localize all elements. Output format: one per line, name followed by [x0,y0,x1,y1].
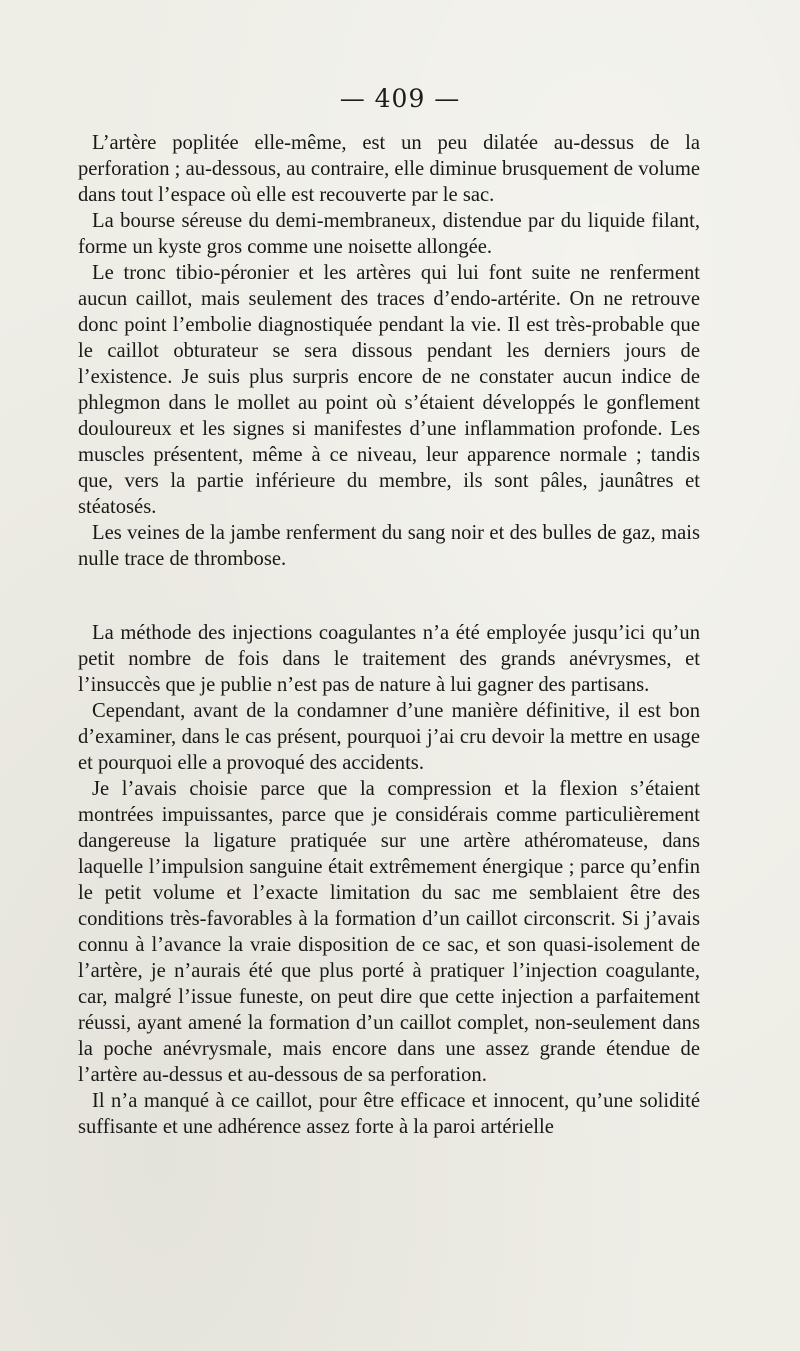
paragraph: Il n’a manqué à ce caillot, pour être efficace et innocent, qu’une solidité suffisante et une adhérence assez forte à la paroi artérielle [78,1090,700,1138]
paragraph: Je l’avais choisie parce que la compression et la flexion s’étaient montrées impuissantes, parce que je considérais comme particulièrement dangereuse la ligature pratiquée sur une artère athéromateuse, dans laquelle l’impulsion sanguine était extrêmement énergique ; parce qu’enfin le petit volume et l’exacte limitation du sac me semblaient être des conditions très-favorables à la formation d’un caillot circonscrit. Si j’avais connu à l’avance la vraie disposition de ce sac, et son quasi-isolement de l’artère, je n’aurais été que plus porté à pratiquer l’injection coagulante, car, malgré l’issue funeste, on peut dire que cette injection a parfaitement réussi, ayant amené la formation d’un caillot complet, non-seulement dans la poche anévrysmale, mais encore dans une assez grande étendue de l’artère au-dessus et au-dessous de sa perforation. [78,778,700,1086]
paragraph: La bourse séreuse du demi-membraneux, distendue par du liquide filant, forme un kyste gros comme une noisette allongée. [78,210,700,258]
page-number: — 409 — [339,84,461,113]
paragraph: Le tronc tibio-péronier et les artères qui lui font suite ne renferment aucun caillot, mais seulement des traces d’endo-artérite. On ne retrouve donc point l’embolie diagnostiquée pendant la vie. Il est très-probable que le caillot obturateur se sera dissous pendant les derniers jours de l’existence. Je suis plus surpris encore de ne constater aucun indice de phlegmon dans le mollet au point où s’étaient développés le gonflement douloureux et les signes si manifestes d’une inflammation profonde. Les muscles présentent, même à ce niveau, leur apparence normale ; tandis que, vers la partie inférieure du membre, ils sont pâles, jaunâtres et stéatosés. [78,262,700,518]
paragraph: La méthode des injections coagulantes n’a été employée jusqu’ici qu’un petit nombre de fois dans le traitement des grands anévrysmes, et l’insuccès que je publie n’est pas de nature à lui gagner des partisans. [78,622,700,696]
paragraph: Les veines de la jambe renferment du sang noir et des bulles de gaz, mais nulle trace de thrombose. [78,522,700,570]
paragraph: Cependant, avant de la condamner d’une manière définitive, il est bon d’examiner, dans le cas présent, pourquoi j’ai cru devoir la mettre en usage et pourquoi elle a provoqué des accidents. [78,700,700,774]
text-section-2 [78,620,700,1140]
text-section-1 [78,130,700,572]
paragraph: L’artère poplitée elle-même, est un peu dilatée au-dessus de la perforation ; au-dessous, au contraire, elle diminue brusquement de volume dans tout l’espace où elle est recouverte par le sac. [78,132,700,206]
